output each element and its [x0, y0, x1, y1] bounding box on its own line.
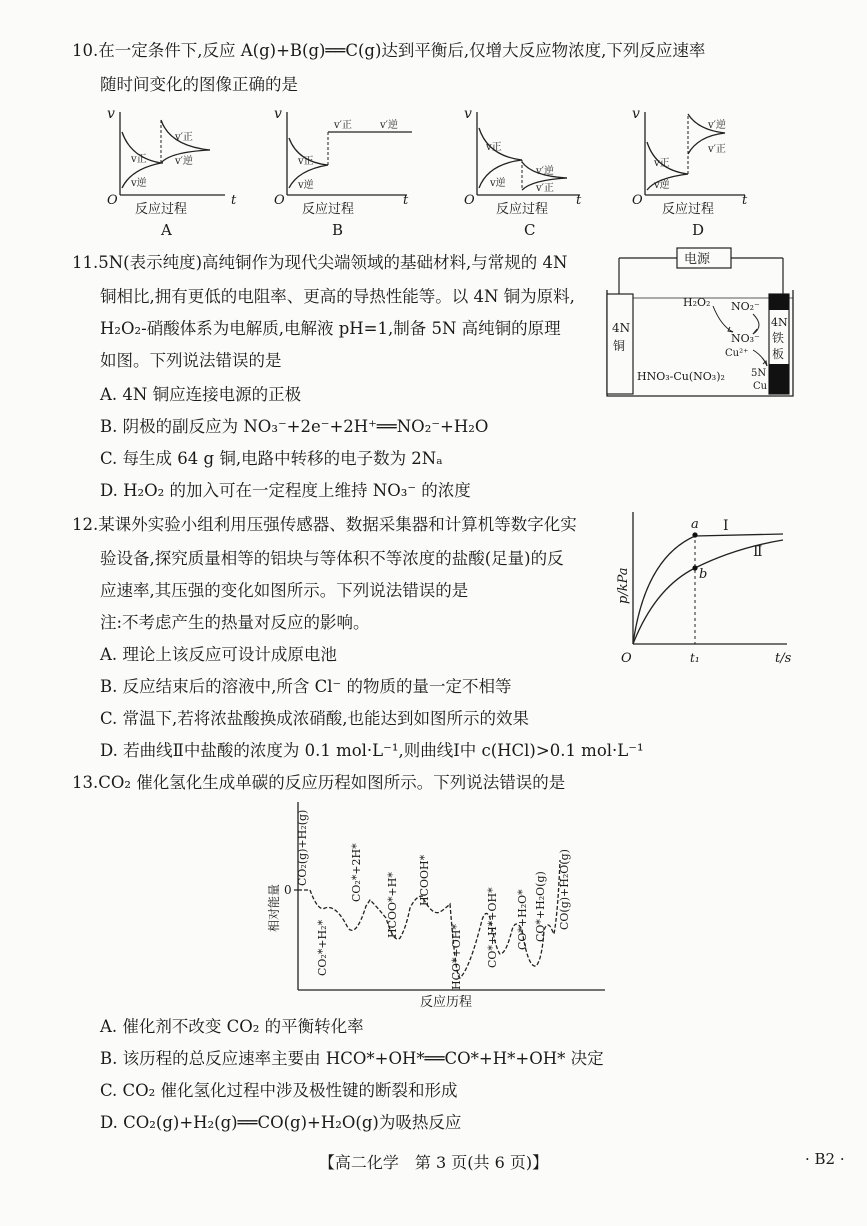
label-l1: v正	[486, 142, 502, 153]
graph-letter: C	[524, 221, 536, 239]
x-axis-label: t/s	[775, 651, 792, 666]
species-3: HCOO*+H*	[386, 872, 399, 938]
label-l4: v′正	[708, 144, 726, 155]
q11-stem-line2: 铜相比,拥有更低的电阻率、更高的导热性能等。以 4N 铜为原料,	[100, 287, 575, 306]
axis-o: O	[464, 193, 475, 208]
q12-option-d[interactable]: D. 若曲线Ⅱ中盐酸的浓度为 0.1 mol·L⁻¹,则曲线Ⅰ中 c(HCl)>0.1 mol·L⁻¹	[100, 741, 644, 760]
label-l3: v′逆	[708, 120, 726, 131]
cu5n-label-2: Cu	[753, 381, 768, 392]
origin: O	[621, 651, 632, 666]
label-l2: v逆	[490, 178, 506, 189]
label-l2: v逆	[298, 180, 314, 191]
label-l4: v′逆	[380, 120, 398, 131]
x-axis-label: 反应历程	[420, 995, 473, 1010]
cathode-label-3: 板	[772, 347, 785, 361]
t1-label: t₁	[690, 651, 700, 665]
xlabel: 反应过程	[496, 202, 549, 217]
no2-label: NO₂⁻	[731, 300, 760, 313]
axis-o: O	[274, 193, 285, 208]
q10-graphs	[0, 100, 867, 250]
q11-option-c[interactable]: C. 每生成 64 g 铜,电路中转移的电子数为 2Nₐ	[100, 449, 443, 468]
h2o2-label: H₂O₂	[683, 296, 711, 309]
label-l2: v逆	[654, 180, 670, 191]
q10-stem-line2: 随时间变化的图像正确的是	[100, 75, 298, 94]
q11-stem-line4: 如图。下列说法错误的是	[100, 351, 282, 370]
species-8: CO*+H₂O(g)	[534, 871, 547, 942]
species-6: CO*+H*+OH*	[486, 887, 499, 968]
q12-stem-line1: 12.某课外实验小组利用压强传感器、数据采集器和计算机等数字化实	[72, 515, 577, 534]
electrolyte-label: HNO₃-Cu(NO₃)₂	[637, 370, 725, 383]
label-l4: v′逆	[175, 156, 193, 167]
axis-v: v	[632, 106, 640, 122]
q10-graph-d	[632, 106, 748, 239]
q11-electrolysis-diagram	[603, 246, 803, 406]
q10-graph-a	[107, 106, 237, 239]
species-5: HCO*+OH*	[450, 924, 463, 990]
zero-label: 0	[284, 883, 292, 897]
cathode-label-1: 4N	[771, 316, 788, 329]
point-a: a	[691, 517, 699, 532]
q13-stem: 13.CO₂ 催化氢化生成单碳的反应历程如图所示。下列说法错误的是	[72, 773, 566, 792]
page-footer: 【高二化学 第 3 页(共 6 页)】	[318, 1153, 549, 1172]
q10-graph-b	[274, 106, 412, 239]
q10-graph-c	[464, 106, 582, 239]
cu5n-label-1: 5N	[751, 368, 767, 379]
anode-label-2: 铜	[613, 339, 626, 353]
axis-t: t	[403, 193, 409, 208]
graph-letter: D	[692, 221, 705, 239]
graph-letter: A	[161, 221, 172, 239]
q13-option-a[interactable]: A. 催化剂不改变 CO₂ 的平衡转化率	[100, 1017, 364, 1036]
axis-o: O	[632, 193, 643, 208]
anode-label-1: 4N	[612, 321, 631, 335]
q11-option-a[interactable]: A. 4N 铜应连接电源的正极	[100, 385, 302, 404]
axis-v: v	[107, 106, 115, 122]
q12-option-c[interactable]: C. 常温下,若将浓盐酸换成浓硝酸,也能达到如图所示的效果	[100, 709, 530, 728]
curve-1-label: Ⅰ	[723, 518, 729, 534]
q12-stem-line3: 应速率,其压强的变化如图所示。下列说法错误的是	[100, 581, 469, 600]
label-l1: v正	[131, 154, 147, 165]
q12-option-b[interactable]: B. 反应结束后的溶液中,所含 Cl⁻ 的物质的量一定不相等	[100, 677, 512, 696]
label-l3: v′正	[175, 132, 193, 143]
axis-v: v	[464, 106, 472, 122]
cu-ion-label: Cu²⁺	[725, 348, 749, 359]
q13-option-b[interactable]: B. 该历程的总反应速率主要由 HCO*+OH*══CO*+H*+OH* 决定	[100, 1049, 604, 1068]
label-l4: v′正	[536, 183, 554, 194]
label-l2: v逆	[131, 178, 147, 189]
graph-letter: B	[332, 221, 344, 239]
axis-t: t	[231, 193, 237, 208]
label-l1: v正	[298, 156, 314, 167]
power-label: 电源	[684, 252, 711, 267]
q11-option-b[interactable]: B. 阴极的副反应为 NO₃⁻+2e⁻+2H⁺══NO₂⁻+H₂O	[100, 417, 489, 436]
q11-stem-line1: 11.5N(表示纯度)高纯铜作为现代尖端领域的基础材料,与常规的 4N	[72, 253, 568, 272]
q12-stem-line2: 验设备,探究质量相等的铝块与等体积不等浓度的盐酸(足量)的反	[100, 549, 564, 568]
label-l3: v′逆	[536, 166, 554, 177]
q13-option-c[interactable]: C. CO₂ 催化氢化过程中涉及极性键的断裂和形成	[100, 1081, 458, 1100]
q10-stem-line1: 10.在一定条件下,反应 A(g)+B(g)══C(g)达到平衡后,仅增大反应物浓度,下列反应速率	[72, 41, 706, 60]
q12-option-a[interactable]: A. 理论上该反应可设计成原电池	[100, 645, 337, 664]
y-axis-label: 相对能量	[267, 883, 281, 932]
axis-t: t	[742, 193, 748, 208]
q12-note: 注:不考虑产生的热量对反应的影响。	[100, 613, 370, 632]
q13-energy-diagram	[260, 800, 620, 1015]
point-b: b	[699, 567, 708, 582]
species-7: CO*+H₂O*	[516, 889, 529, 950]
q11-option-d[interactable]: D. H₂O₂ 的加入可在一定程度上维持 NO₃⁻ 的浓度	[100, 481, 471, 500]
axis-v: v	[274, 106, 282, 122]
curve-2-label: Ⅱ	[753, 544, 763, 560]
no3-label: NO₃⁻	[731, 332, 760, 345]
species-9: CO(g)+H₂O(g)	[558, 849, 571, 930]
cathode-label-2: 铁	[772, 331, 785, 345]
axis-t: t	[576, 193, 582, 208]
label-l1: v正	[654, 158, 670, 169]
label-l3: v′正	[334, 120, 352, 131]
species-2: CO₂*+2H*	[350, 843, 363, 902]
xlabel: 反应过程	[135, 202, 188, 217]
xlabel: 反应过程	[302, 202, 355, 217]
species-4: HCOOH*	[418, 854, 431, 906]
q11-stem-line3: H₂O₂-硝酸体系为电解质,电解液 pH=1,制备 5N 高纯铜的原理	[100, 319, 561, 338]
species-0: CO₂(g)+H₂(g)	[296, 809, 309, 886]
page-code: · B2 ·	[805, 1150, 845, 1168]
xlabel: 反应过程	[662, 202, 715, 217]
species-1: CO₂*+H₂*	[316, 919, 329, 976]
axis-o: O	[107, 193, 118, 208]
q12-pressure-graph	[615, 508, 815, 668]
q13-option-d[interactable]: D. CO₂(g)+H₂(g)══CO(g)+H₂O(g)为吸热反应	[100, 1113, 462, 1132]
y-axis-label: p/kPa	[616, 567, 631, 604]
